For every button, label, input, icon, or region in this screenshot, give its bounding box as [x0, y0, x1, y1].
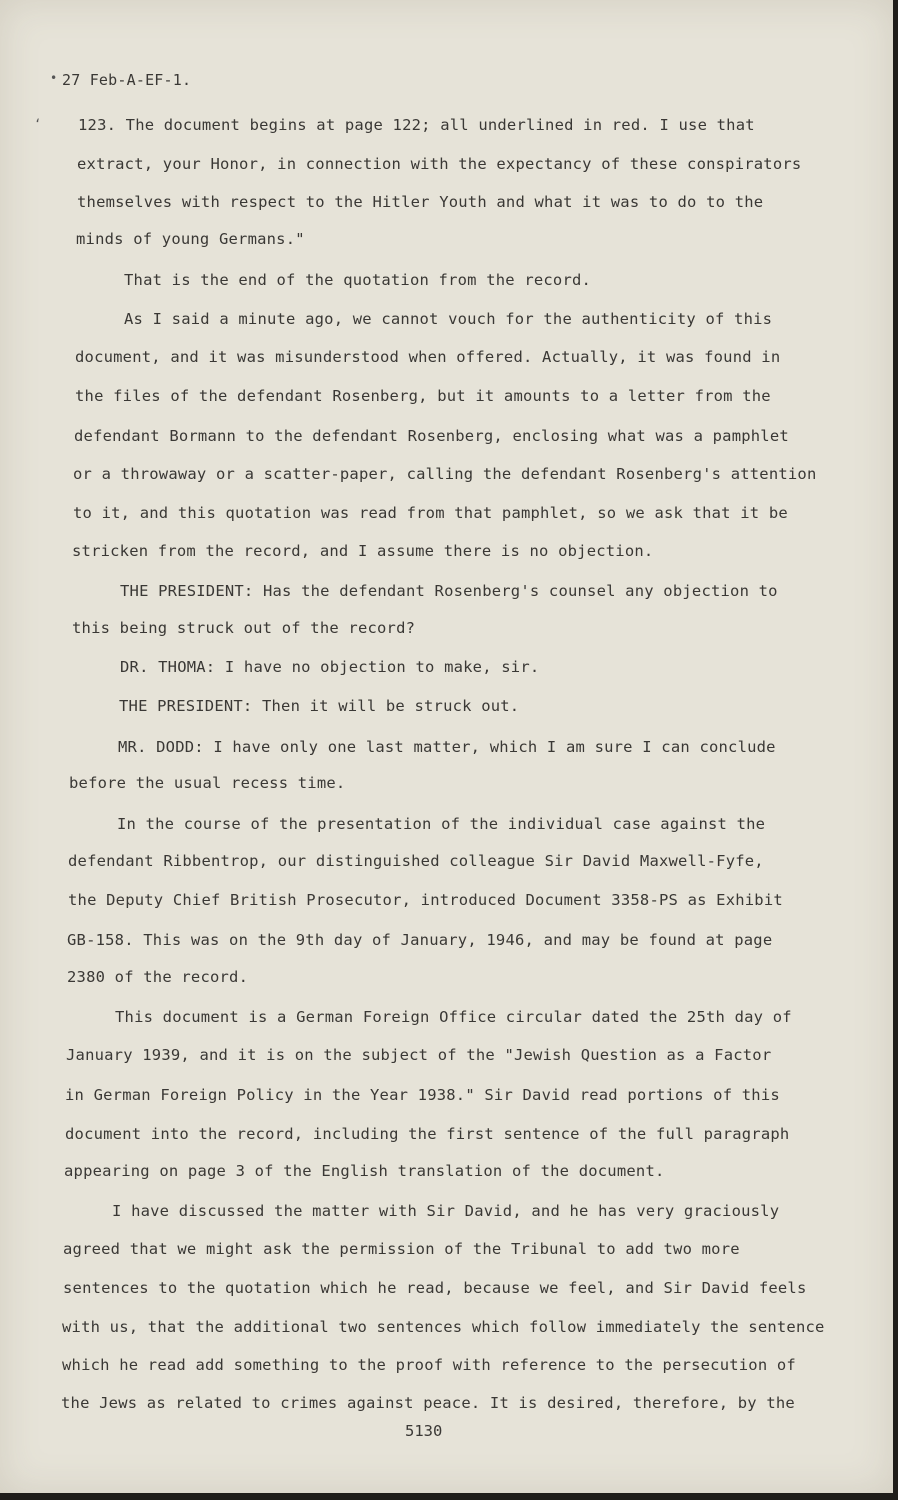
page-number: 5130 — [405, 1422, 443, 1440]
text-line: the files of the defendant Rosenberg, but it amounts to a letter from the — [75, 387, 771, 405]
text-line: in German Foreign Policy in the Year 1938." Sir David read portions of this — [65, 1086, 780, 1104]
text-line: themselves with respect to the Hitler Youth and what it was to do to the — [77, 193, 764, 211]
text-line: GB-158. This was on the 9th day of January, 1946, and may be found at page — [67, 931, 773, 949]
text-line: THE PRESIDENT: Then it will be struck out. — [119, 697, 520, 715]
text-line: the Deputy Chief British Prosecutor, introduced Document 3358-PS as Exhibit — [68, 891, 783, 909]
scan-edge-right — [893, 0, 898, 1500]
text-line: stricken from the record, and I assume there is no objection. — [72, 542, 654, 560]
margin-mark-left: ‘ — [34, 117, 42, 131]
text-line: MR. DODD: I have only one last matter, which I am sure I can conclude — [118, 738, 776, 756]
text-line: document into the record, including the first sentence of the full paragraph — [65, 1125, 790, 1143]
text-line: to it, and this quotation was read from that pamphlet, so we ask that it be — [73, 504, 788, 522]
text-line: 123. The document begins at page 122; all underlined in red. I use that — [78, 116, 755, 134]
text-line: This document is a German Foreign Office circular dated the 25th day of — [115, 1008, 792, 1026]
text-line: DR. THOMA: I have no objection to make, sir. — [120, 658, 540, 676]
text-line: That is the end of the quotation from the record. — [124, 271, 592, 289]
text-line: the Jews as related to crimes against peace. It is desired, therefore, by the — [61, 1394, 795, 1412]
text-line: In the course of the presentation of the individual case against the — [117, 815, 766, 833]
text-line: January 1939, and it is on the subject of the "Jewish Question as a Factor — [66, 1046, 772, 1064]
text-line: agreed that we might ask the permission of the Tribunal to add two more — [63, 1240, 740, 1258]
text-line: As I said a minute ago, we cannot vouch for the authenticity of this — [124, 310, 773, 328]
text-line: this being struck out of the record? — [72, 619, 416, 637]
page-header: 27 Feb-A-EF-1. — [62, 71, 192, 89]
text-line: appearing on page 3 of the English translation of the document. — [64, 1162, 665, 1180]
text-line: defendant Ribbentrop, our distinguished colleague Sir David Maxwell-Fyfe, — [68, 852, 764, 870]
text-line: document, and it was misunderstood when offered. Actually, it was found in — [75, 348, 781, 366]
text-line: defendant Bormann to the defendant Rosenberg, enclosing what was a pamphlet — [74, 427, 789, 445]
text-line: I have discussed the matter with Sir David, and he has very graciously — [112, 1202, 780, 1220]
text-line: extract, your Honor, in connection with the expectancy of these conspirators — [77, 155, 802, 173]
margin-mark-top: • — [50, 71, 58, 85]
text-line: which he read add something to the proof with reference to the persecution of — [62, 1356, 796, 1374]
text-line: before the usual recess time. — [69, 774, 346, 792]
text-line: 2380 of the record. — [67, 968, 249, 986]
text-line: with us, that the additional two sentences which follow immediately the sentence — [62, 1318, 825, 1336]
text-line: or a throwaway or a scatter-paper, calling the defendant Rosenberg's attention — [73, 465, 817, 483]
scan-edge-bottom — [0, 1493, 898, 1500]
text-line: minds of young Germans." — [76, 230, 305, 248]
text-line: sentences to the quotation which he read, because we feel, and Sir David feels — [63, 1279, 807, 1297]
text-line: THE PRESIDENT: Has the defendant Rosenberg's counsel any objection to — [120, 582, 778, 600]
